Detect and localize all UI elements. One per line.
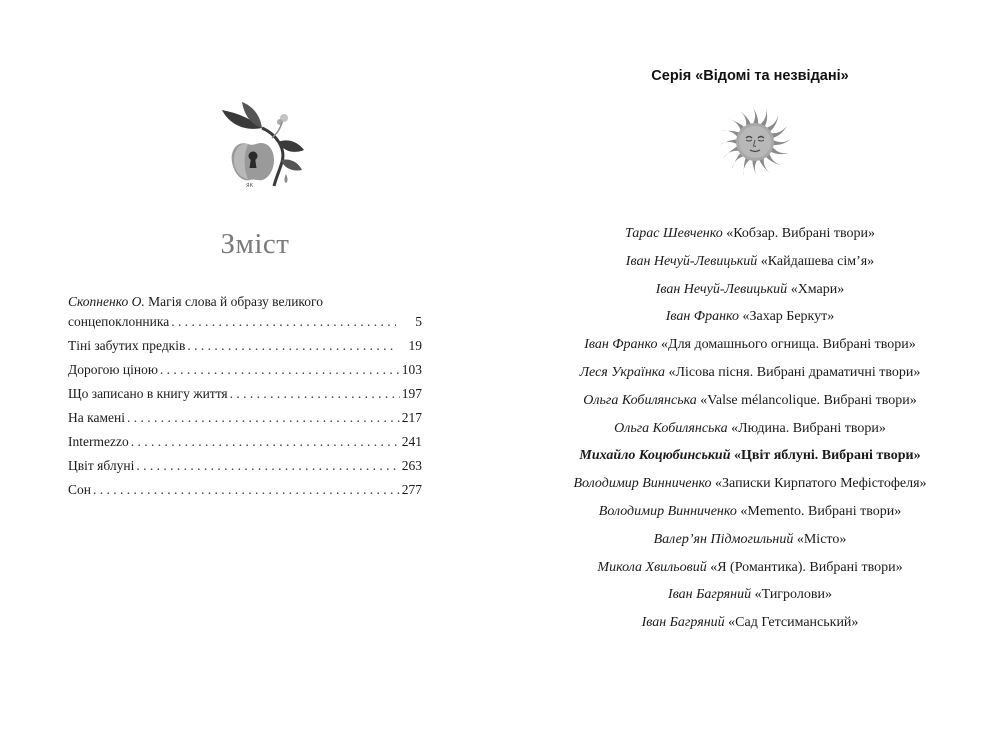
list-item[interactable]	[500, 335, 1000, 363]
book-author: Ольга Кобилянська	[614, 420, 728, 436]
toc-entry[interactable]	[68, 456, 422, 476]
toc-leader	[160, 360, 400, 380]
series-book-list	[500, 224, 1000, 641]
toc-entry-title: Дорогою ціною	[68, 362, 158, 377]
apple-branch-keyhole-icon	[218, 100, 310, 188]
list-item-current-book[interactable]	[500, 446, 1000, 474]
book-author: Михайло Коцюбинський	[579, 448, 731, 464]
book-title: «Для домашнього огнища. Вибрані твори»	[661, 337, 916, 353]
list-item[interactable]	[500, 585, 1000, 613]
svg-text:ЯК: ЯК	[246, 183, 254, 188]
toc-leader	[127, 408, 400, 428]
toc-leader	[171, 312, 396, 332]
book-title: «Кобзар. Вибрані твори»	[726, 226, 875, 241]
toc-page-number: 277	[401, 482, 422, 497]
toc-leader	[230, 384, 400, 404]
book-title: «Місто»	[796, 531, 847, 547]
book-author: Володимир Винниченко	[573, 476, 712, 492]
book-title: «Memento. Вибрані твори»	[740, 503, 902, 519]
book-title: «Записки Кирпатого Мефістофеля»	[715, 476, 927, 492]
sun-ray	[719, 139, 738, 145]
toc-page-number: 103	[401, 362, 422, 377]
list-item[interactable]	[500, 363, 1000, 391]
toc-page-number: 217	[401, 410, 422, 425]
list-item[interactable]	[500, 613, 1000, 641]
toc-page-number: 197	[401, 386, 422, 401]
book-title: «Valse mélancolique. Вибрані твори»	[700, 392, 917, 408]
right-page	[500, 0, 1000, 750]
toc-leader	[93, 480, 400, 500]
toc-leader	[131, 432, 400, 452]
toc-leader	[136, 456, 399, 476]
toc-entry[interactable]	[68, 408, 422, 428]
list-item[interactable]	[500, 530, 1000, 558]
toc-page-number: 263	[401, 458, 422, 473]
toc-entry[interactable]	[68, 336, 422, 356]
book-title: «Сад Гетсиманський»	[728, 615, 859, 631]
toc-entry-title: Тіні забутих предків	[68, 338, 186, 353]
toc-entry-title-cont: сонцепоклонника	[68, 314, 170, 329]
book-author: Валер’ян Підмогильний	[653, 531, 794, 547]
toc-entry[interactable]	[68, 384, 422, 404]
toc-page-number: 19	[408, 338, 422, 353]
list-item[interactable]	[500, 502, 1000, 530]
book-title: «Цвіт яблуні. Вибрані твори»	[734, 448, 921, 464]
sun-face-icon	[717, 104, 793, 180]
book-title: «Захар Беркут»	[742, 309, 835, 325]
book-author: Ольга Кобилянська	[583, 392, 697, 408]
book-title: «Тигролови»	[754, 587, 832, 603]
list-item[interactable]	[500, 252, 1000, 280]
toc-page-number: 5	[415, 314, 422, 329]
book-title: «Людина. Вибрані твори»	[731, 420, 886, 436]
book-author: Іван Багряний	[668, 587, 752, 603]
list-item[interactable]	[500, 224, 1000, 252]
book-title: «Хмари»	[790, 281, 845, 297]
toc-entry-title: Intermezzo	[68, 434, 129, 449]
list-item[interactable]	[500, 307, 1000, 335]
book-title: «Кайдашева сім’я»	[760, 253, 875, 269]
toc-entry-title: Що записано в книгу життя	[68, 386, 228, 401]
list-item[interactable]	[500, 558, 1000, 586]
table-of-contents	[68, 292, 422, 504]
book-author: Іван Франко	[584, 337, 658, 353]
toc-entry-author: Скопненко О.	[68, 294, 145, 309]
toc-entry-title: Сон	[68, 482, 91, 497]
book-author: Іван Багряний	[641, 615, 725, 631]
sun-ray	[772, 139, 791, 145]
toc-entry[interactable]	[68, 360, 422, 380]
list-item[interactable]	[500, 419, 1000, 447]
list-item[interactable]	[500, 280, 1000, 308]
book-title: «Я (Романтика). Вибрані твори»	[710, 559, 903, 575]
list-item[interactable]	[500, 391, 1000, 419]
book-title: «Лісова пісня. Вибрані драматичні твори»	[668, 364, 921, 380]
book-author: Іван Франко	[665, 309, 740, 325]
book-author: Леся Українка	[579, 364, 665, 380]
list-item[interactable]	[500, 474, 1000, 502]
sun-ray	[752, 106, 758, 125]
toc-leader	[187, 336, 396, 356]
toc-entry-title: На камені	[68, 410, 125, 425]
series-title: Серія «Відомі та незвідані»	[651, 68, 849, 84]
book-author: Тарас Шевченко	[625, 226, 723, 241]
book-author: Іван Нечуй-Левицький	[625, 253, 758, 269]
toc-entry[interactable]	[68, 432, 422, 452]
sun-ray	[752, 159, 758, 178]
toc-entry[interactable]	[68, 292, 422, 332]
book-author: Іван Нечуй-Левицький	[655, 281, 788, 297]
toc-entry-title: Цвіт яблуні	[68, 458, 135, 473]
toc-entry[interactable]	[68, 480, 422, 500]
toc-entry-title: Магія слова й образу великого	[144, 294, 323, 309]
toc-title: Зміст	[220, 228, 290, 260]
book-author: Володимир Винниченко	[598, 503, 737, 519]
book-author: Микола Хвильовий	[597, 559, 707, 575]
toc-page-number: 241	[401, 434, 422, 449]
